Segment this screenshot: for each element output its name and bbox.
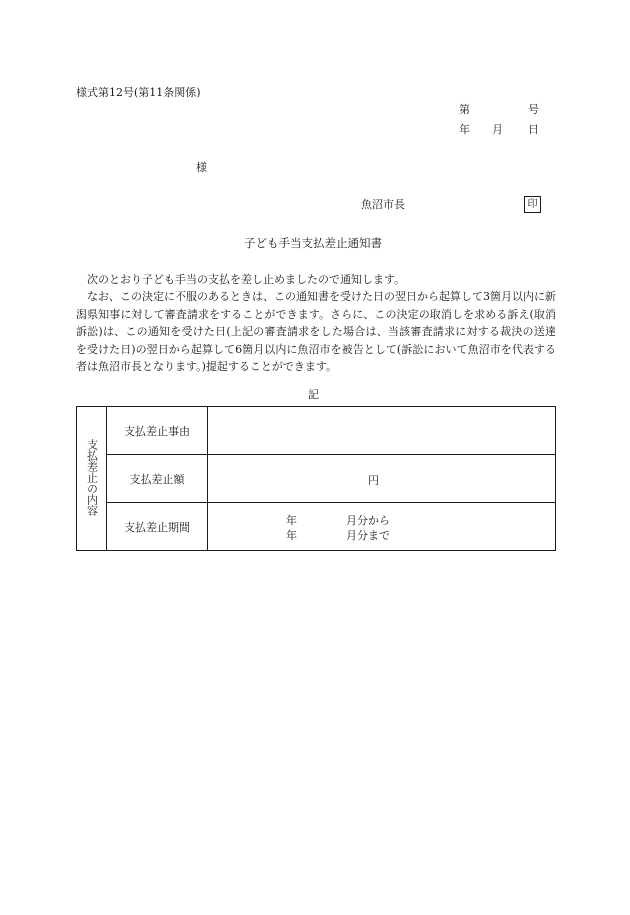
amount-unit: 円 xyxy=(368,474,379,487)
document-number-suffix: 号 xyxy=(528,103,539,116)
amount-value-field[interactable] xyxy=(208,455,556,503)
amount-label: 支払差止額 xyxy=(107,455,208,503)
period-to-year: 年 xyxy=(286,529,297,542)
group-label: 支払差止の内容 xyxy=(85,438,99,516)
seal-stamp: 印 xyxy=(524,196,541,213)
issuer-name: 魚沼市長 xyxy=(361,198,405,211)
period-label: 支払差止期間 xyxy=(107,503,208,551)
group-label-cell xyxy=(77,407,107,551)
table-row-reason xyxy=(77,407,556,455)
date-day-label: 日 xyxy=(528,123,539,136)
form-number: 様式第12号(第11条関係) xyxy=(76,86,201,99)
table-row-period xyxy=(77,503,556,551)
reason-value-field[interactable] xyxy=(208,407,556,455)
table-row-amount xyxy=(77,455,556,503)
reason-label: 支払差止事由 xyxy=(107,407,208,455)
period-from-year: 年 xyxy=(286,514,297,527)
suspension-details-table xyxy=(76,406,556,551)
notice-body xyxy=(76,271,556,375)
period-to-suffix: 月分まで xyxy=(346,529,390,542)
date-year-label: 年 xyxy=(459,123,470,136)
period-from-suffix: 月分から xyxy=(346,514,390,527)
ki-heading: 記 xyxy=(308,388,319,401)
document-title: 子ども手当支払差止通知書 xyxy=(244,236,382,250)
notice-paragraph-2: なお、この決定に不服のあるときは、この通知書を受けた日の翌日から起算して3箇月以内に新潟県知事に対して審査請求をすることができます。さらに、この決定の取消しを求める訴え(取消訴訟)は、この通知を受けた日(上記の審査請求をした場合は、当該審査請求に対する裁決の送達を受けた日)の翌日から起算して6箇月以内に魚沼市を被告として(訴訟において魚沼市を代表する者は魚沼市長となります。)提起することができます。 xyxy=(76,290,556,374)
period-value-field[interactable] xyxy=(208,503,556,551)
notice-paragraph-1: 次のとおり子ども手当の支払を差し止めましたので通知します。 xyxy=(87,273,406,286)
document-number-prefix: 第 xyxy=(459,103,470,116)
date-month-label: 月 xyxy=(492,123,503,136)
addressee-honorific: 様 xyxy=(196,161,207,174)
